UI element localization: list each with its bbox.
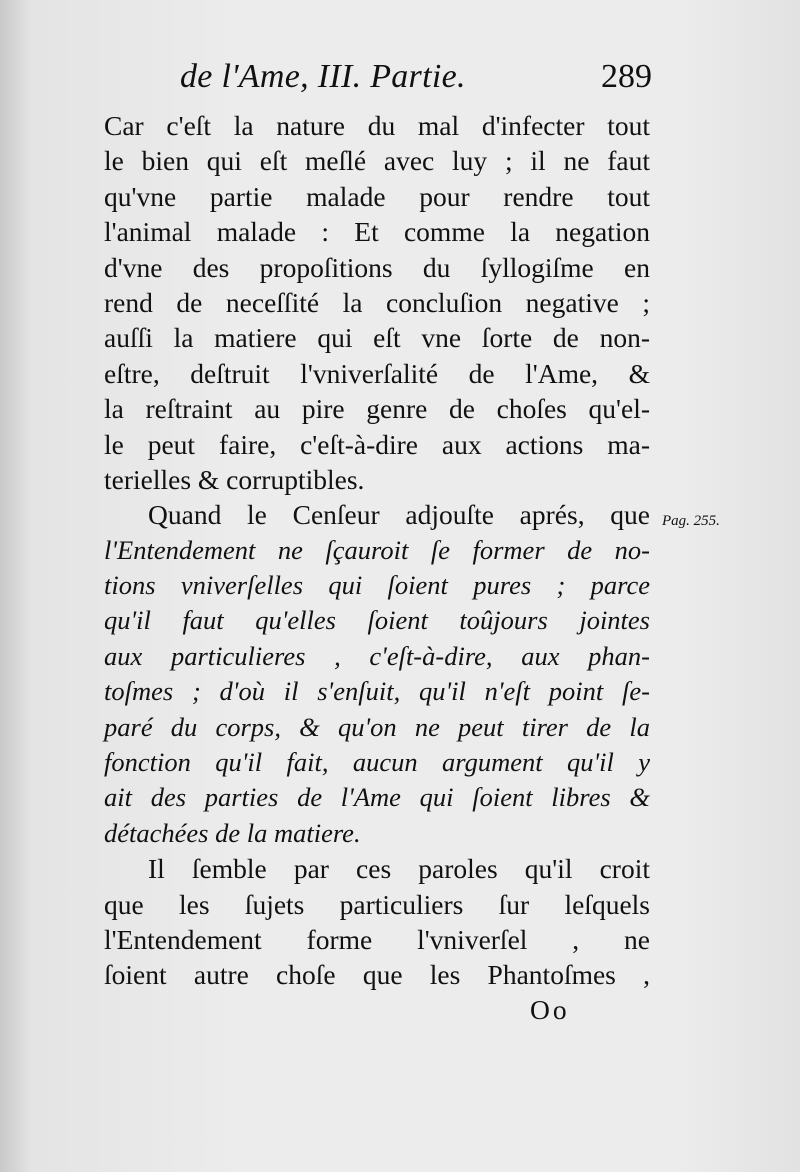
- text-line: paré du corps, & qu'on ne peut tirer de la: [104, 711, 650, 742]
- text-line: le bien qui eſt meſlé avec luy ; il ne faut: [104, 145, 650, 177]
- text-line: détachées de la matiere.: [104, 817, 361, 848]
- text-line: d'vne des propoſitions du ſyllogiſme en: [104, 251, 650, 283]
- text-line: Quand le Cenſeur adjouſte aprés, que: [148, 499, 650, 531]
- catchword: Oo: [530, 994, 570, 1025]
- text-line: qu'il faut qu'elles ſoient toûjours jointes: [104, 605, 650, 636]
- text-line: l'animal malade : Et comme la negation: [104, 216, 650, 248]
- text-line: tions vniverſelles qui ſoient pures ; parce: [104, 570, 650, 601]
- text-line: qu'vne partie malade pour rendre tout: [104, 180, 650, 212]
- text-line: auſſi la matiere qui eſt vne ſorte de non-: [104, 322, 650, 354]
- page-number: 289: [601, 58, 652, 95]
- text-line: ſoient autre choſe que les Phantoſmes ,: [104, 959, 650, 991]
- page-header: [180, 58, 660, 102]
- text-line: Il ſemble par ces paroles qu'il croit: [148, 853, 650, 885]
- body-text: [104, 108, 650, 993]
- text-line: fonction qu'il fait, aucun argument qu'il y: [104, 747, 650, 778]
- running-title: de l'Ame, III. Partie.: [180, 58, 466, 95]
- text-line: l'Entendement forme l'vniverſel , ne: [104, 923, 650, 955]
- text-line: le peut faire, c'eſt-à-dire aux actions ma-: [104, 428, 650, 460]
- text-line: eſtre, deſtruit l'vniverſalité de l'Ame, &: [104, 357, 650, 389]
- text-line: la reſtraint au pire genre de choſes qu'el-: [104, 393, 650, 425]
- text-line: rend de neceſſité la concluſion negative ;: [104, 286, 650, 318]
- text-line: aux particulieres , c'eſt-à-dire, aux phan-: [104, 640, 650, 671]
- text-line: Car c'eſt la nature du mal d'infecter tout: [104, 110, 650, 141]
- text-line: ait des parties de l'Ame qui ſoient libres &: [104, 782, 650, 813]
- text-line: que les ſujets particuliers ſur leſquels: [104, 888, 650, 920]
- text-line: toſmes ; d'où il s'enſuit, qu'il n'eſt point ſe-: [104, 676, 650, 707]
- text-line: l'Entendement ne ſçauroit ſe former de no-: [104, 534, 650, 565]
- text-line: terielles & corruptibles.: [104, 463, 365, 495]
- marginal-note: Pag. 255.: [662, 513, 720, 529]
